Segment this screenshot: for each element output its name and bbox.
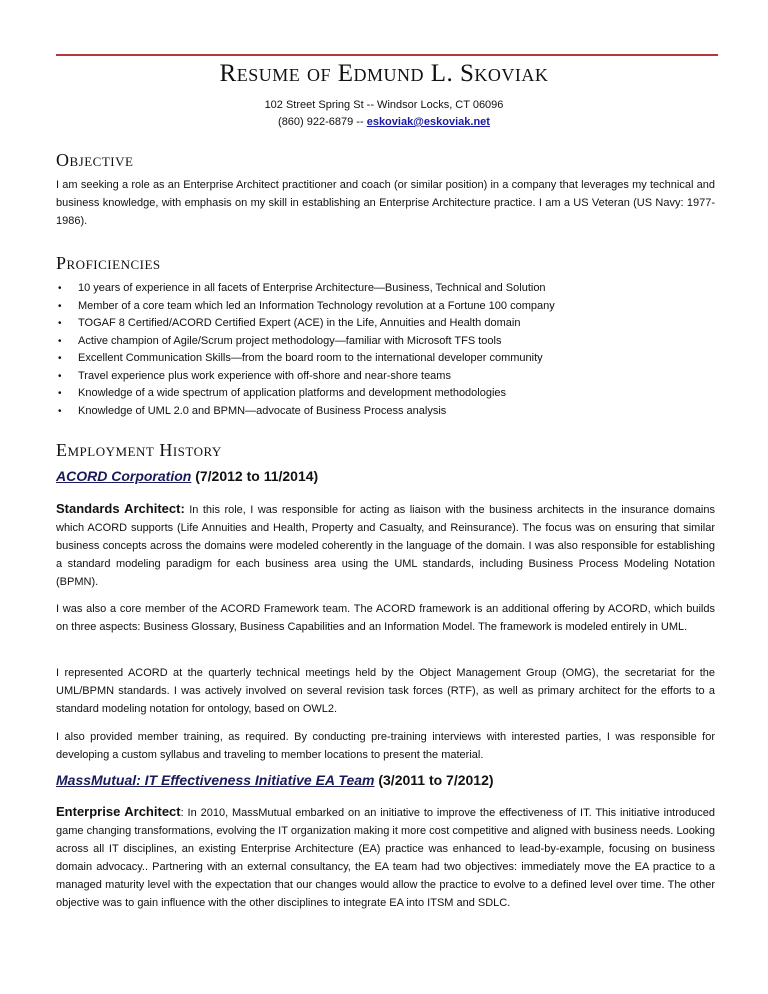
job-paragraph: I also provided member training, as required. By conducting pre-training interviews with interested parties, I was responsible for developing a custom syllabus and traveling to member locations to present the material. (56, 731, 715, 761)
list-item: • Excellent Communication Skills—from the board room to the international developer community (56, 350, 555, 368)
bullet-icon: • (58, 318, 62, 329)
address-line: 102 Street Spring St -- Windsor Locks, CT 06096 (264, 99, 504, 111)
job-role: Enterprise Architect (56, 804, 181, 819)
bullet-icon: • (58, 283, 62, 294)
resume-title: Resume of Edmund L. Skoviak (219, 60, 549, 87)
bullet-icon: • (58, 405, 62, 417)
employer-name: ACORD Corporation (56, 468, 192, 484)
list-item: • Knowledge of a wide spectrum of application platforms and development methodologies (56, 385, 555, 403)
job-dates: (7/2012 to 11/2014) (191, 468, 319, 484)
bullet-icon: • (58, 370, 62, 382)
job-heading-acord (56, 468, 318, 484)
list-item: • TOGAF 8 Certified/ACORD Certified Expert (ACE) in the Life, Annuities and Health domain (56, 315, 555, 333)
phone: (860) 922-6879 -- (278, 116, 367, 128)
proficiencies-heading: Proficiencies (56, 253, 161, 273)
bullet-icon: • (58, 353, 62, 364)
job-dates: (3/2011 to 7/2012) (374, 772, 494, 788)
list-item: • Travel experience plus work experience with off-shore and near-shore teams (56, 368, 555, 386)
list-item: • Active champion of Agile/Scrum project methodology—familiar with Microsoft TFS tools (56, 333, 555, 351)
job-heading-massmutual (56, 772, 494, 788)
bullet-icon: • (58, 300, 62, 312)
list-item: • Member of a core team which led an Information Technology revolution at a Fortune 100 company (56, 298, 555, 316)
list-item: • 10 years of experience in all facets of Enterprise Architecture—Business, Technical and Solution (56, 280, 555, 298)
employer-name: MassMutual: IT Effectiveness Initiative EA Team (56, 772, 375, 788)
job-paragraph: I was also a core member of the ACORD Framework team. The ACORD framework is an additional offering by ACORD, which builds on three aspects: Business Glossary, Business Capabilities and an Information Model. The framework is modeled entirely in UML. (56, 603, 715, 633)
email-link[interactable]: eskoviak@eskoviak.net (366, 116, 490, 128)
header-rule (56, 54, 718, 56)
job-paragraph: Standards Architect: In this role, I was responsible for acting as liaison with the business architects in the insurance domains which ACORD supports (Life Annuities and Health, Property and Casualty, and Reinsurance). The focus was on ensuring that similar business concepts across the domains were modeled coherently in the language of the domain. I was also responsible for establishing a standard modeling paradigm for each business area using the UML standards, including Business Process Modeling Notation (BPMN). (56, 501, 715, 588)
proficiencies-list (56, 280, 555, 420)
job-paragraph: Enterprise Architect: In 2010, MassMutual embarked on an initiative to improve the effectiveness of IT. This initiative introduced game changing transformations, evolving the IT organization making it more cost competitive and aligned with business needs. Looking across all IT disciplines, an existing Enterprise Architecture (EA) practice was enhanced to lead-by-example, focusing on business domain advocacy.. Partnering with an external consultancy, the EA team had two objectives: immediately move the EA practice to a managed maturity level with the expectation that our changes would allow the practice to evolve to a defined level over time. The other objective was to gain influence with the other disciplines to integrate EA into ITSM and SDLC. (56, 804, 715, 909)
bullet-icon: • (58, 335, 62, 347)
objective-text: I am seeking a role as an Enterprise Architect practitioner and coach (or similar position) in a company that leverages my technical and business knowledge, with emphasis on my skill in establishing an Enterprise Architecture practice. I am a US Veteran (US Navy: 1977- 1986). (56, 179, 715, 227)
employment-heading: Employment History (56, 440, 222, 460)
list-item: • Knowledge of UML 2.0 and BPMN—advocate of Business Process analysis (56, 403, 555, 421)
job-role: Standards Architect: (56, 501, 185, 516)
objective-heading: Objective (56, 150, 134, 170)
bullet-icon: • (58, 388, 62, 399)
job-paragraph: I represented ACORD at the quarterly technical meetings held by the Object Management Group (OMG), the secretariat for the UML/BPMN standards. I was actively involved on several revision task forces (RTF), as well as primary architect for the efforts to a standard modeling notation for ontology, based on OWL2. (56, 667, 715, 715)
phone-email-line (0, 116, 768, 128)
